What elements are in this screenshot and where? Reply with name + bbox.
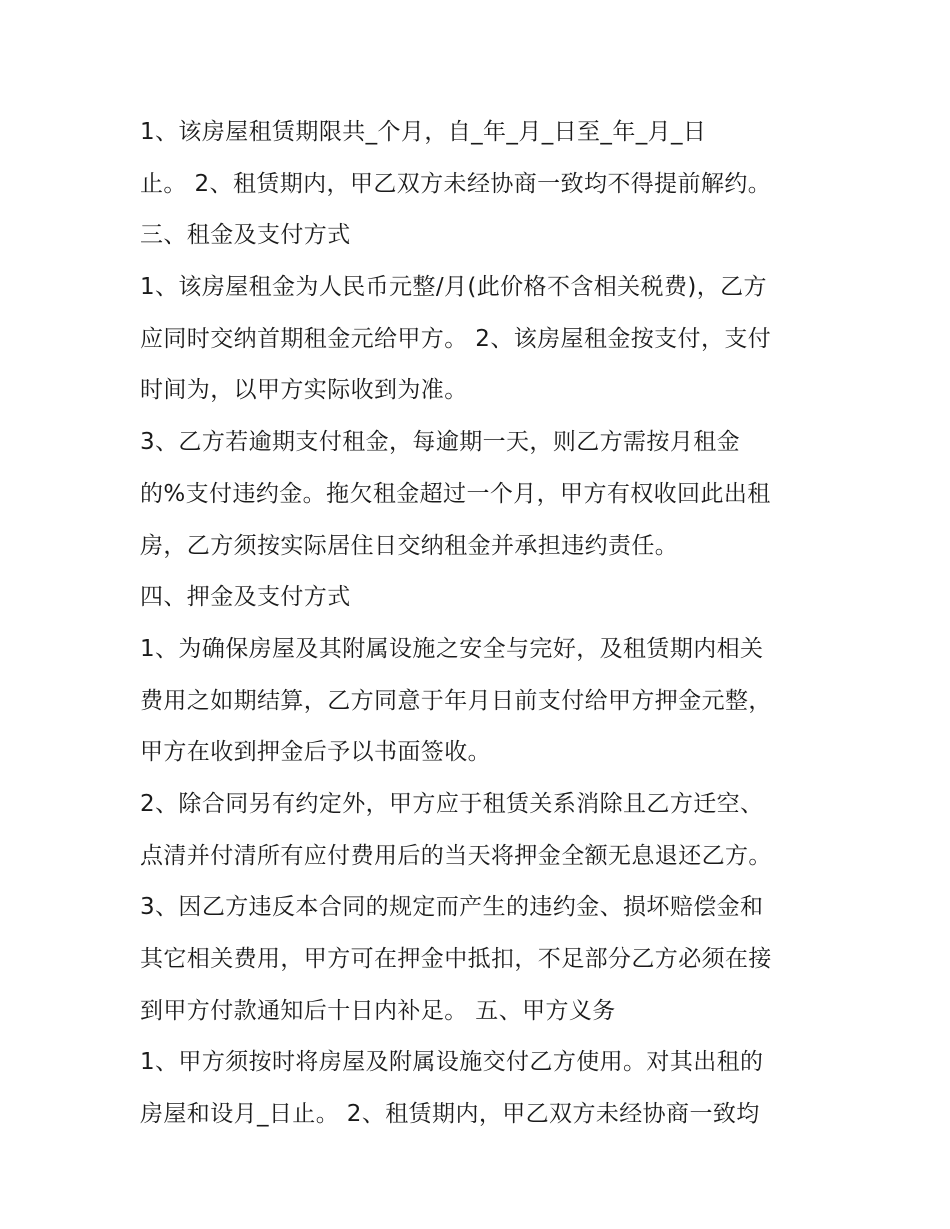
text-line-2: 止。 2、租赁期内，甲乙双方未经协商一致均不得提前解约。 [140,170,772,197]
text-line-19: 1、甲方须按时将房屋及附属设施交付乙方使用。对其出租的 [140,1049,764,1076]
text-line-8: 的%支付违约金。拖欠租金超过一个月，甲方有权收回此出租 [140,480,771,507]
text-line-4: 1、该房屋租金为人民币元整/月(此价格不含相关税费)，乙方 [140,274,767,301]
text-line-12: 费用之如期结算，乙方同意于年月日前支付给甲方押金元整， [140,687,772,714]
text-line-5: 应同时交纳首期租金元给甲方。 2、该房屋租金按支付，支付 [140,325,772,352]
text-line-16: 3、因乙方违反本合同的规定而产生的违约金、损坏赔偿金和 [140,894,764,921]
text-line-11: 1、为确保房屋及其附属设施之安全与完好，及租赁期内相关 [140,635,764,662]
text-line-7: 3、乙方若逾期支付租金，每逾期一天，则乙方需按月租金 [140,429,741,456]
text-line-20: 房屋和设月_日止。 2、租赁期内，甲乙双方未经协商一致均 [140,1101,760,1128]
text-line-14: 2、除合同另有约定外，甲方应于租赁关系消除且乙方迁空、 [140,790,764,817]
document-body [140,107,820,1141]
text-line-9: 房，乙方须按实际居住日交纳租金并承担违约责任。 [140,532,679,559]
text-line-1: 1、该房屋租赁期限共_个月，自_年_月_日至_年_月_日 [140,119,707,145]
section-heading-deposit: 四、押金及支付方式 [140,584,351,611]
text-line-13: 甲方在收到押金后予以书面签收。 [140,739,491,766]
text-line-18: 到甲方付款通知后十日内补足。 五、甲方义务 [140,997,616,1024]
text-line-6: 时间为，以甲方实际收到为准。 [140,377,468,404]
text-line-17: 其它相关费用，甲方可在押金中抵扣，不足部分乙方必须在接 [140,946,772,972]
section-heading-rent: 三、租金及支付方式 [140,222,351,249]
text-line-15: 点清并付清所有应付费用后的当天将押金全额无息退还乙方。 [140,842,772,869]
